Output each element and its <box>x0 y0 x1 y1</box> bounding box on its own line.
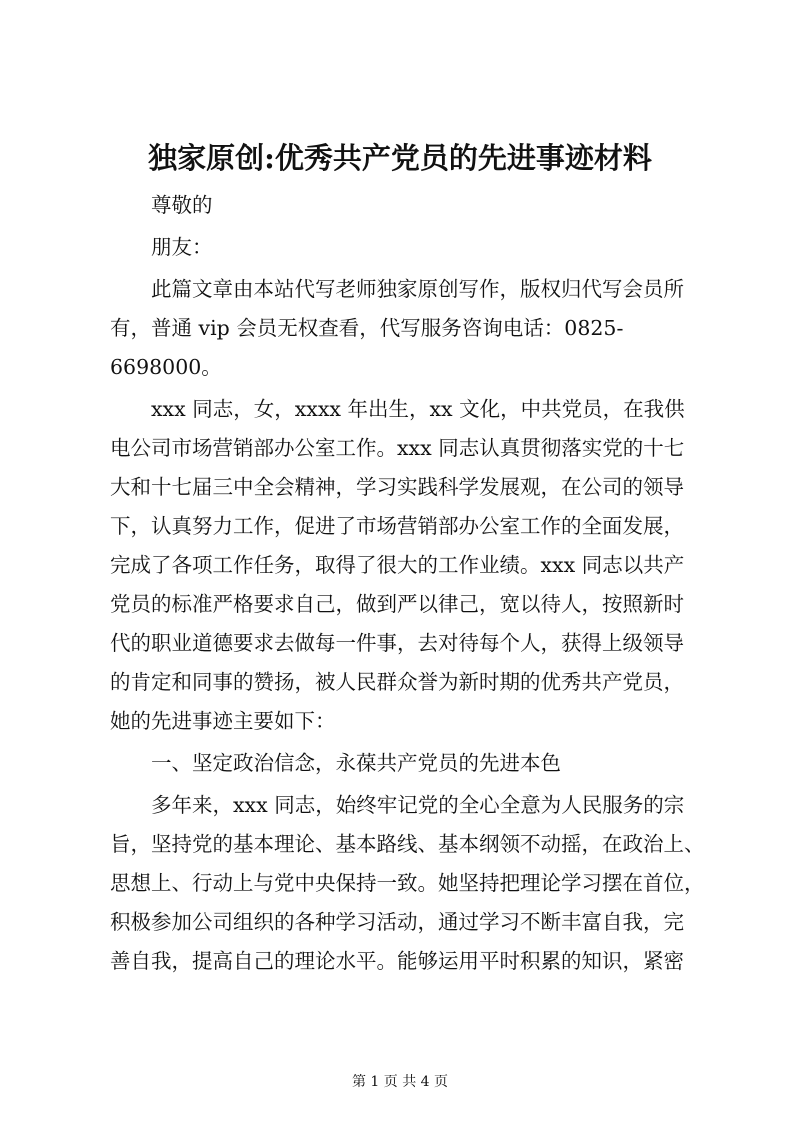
page-footer: 第 1 页 共 4 页 <box>351 1074 449 1090</box>
text-line: 电公司市场营销部办公室工作。xxx 同志认真贯彻落实党的十七 <box>110 436 685 460</box>
text-line: 朋友： <box>151 235 213 259</box>
text-line: 完成了各项工作任务，取得了很大的工作业绩。xxx 同志以共产 <box>110 553 685 577</box>
text-line: 大和十七届三中全会精神，学习实践科学发展观，在公司的领导 <box>110 475 684 499</box>
text-line: 有，普通 vip 会员无权查看，代写服务咨询电话：0825- <box>110 316 624 340</box>
text-line: 党员的标准严格要求自己，做到严以律己，宽以待人，按照新时 <box>110 592 684 616</box>
text-line: 思想上、行动上与党中央保持一致。她坚持把理论学习摆在首位， <box>110 871 705 895</box>
text-line: 6698000。 <box>110 355 222 379</box>
text-line: 代的职业道德要求去做每一件事，去对待每个人，获得上级领导 <box>110 631 684 655</box>
document-body <box>110 186 705 981</box>
text-line: 旨，坚持党的基本理论、基本路线、基本纲领不动摇，在政治上、 <box>110 832 705 856</box>
text-line: 尊敬的 <box>151 193 213 217</box>
text-line: xxx 同志，女，xxxx 年出生，xx 文化，中共党员，在我供 <box>151 397 685 421</box>
text-line: 积极参加公司组织的各种学习活动，通过学习不断丰富自我，完 <box>110 910 684 934</box>
text-line: 她的先进事迹主要如下： <box>110 709 336 733</box>
text-line: 善自我，提高自己的理论水平。能够运用平时积累的知识，紧密 <box>110 949 684 973</box>
text-line: 下，认真努力工作，促进了市场营销部办公室工作的全面发展， <box>110 514 684 538</box>
text-line: 的肯定和同事的赞扬，被人民群众誉为新时期的优秀共产党员， <box>110 670 684 694</box>
text-line: 此篇文章由本站代写老师独家原创写作，版权归代写会员所 <box>151 277 684 301</box>
text-line: 一、坚定政治信念，永葆共产党员的先进本色 <box>151 751 561 775</box>
page-title: 独家原创:优秀共产党员的先进事迹材料 <box>148 141 652 175</box>
text-line: 多年来，xxx 同志，始终牢记党的全心全意为人民服务的宗 <box>151 793 685 817</box>
